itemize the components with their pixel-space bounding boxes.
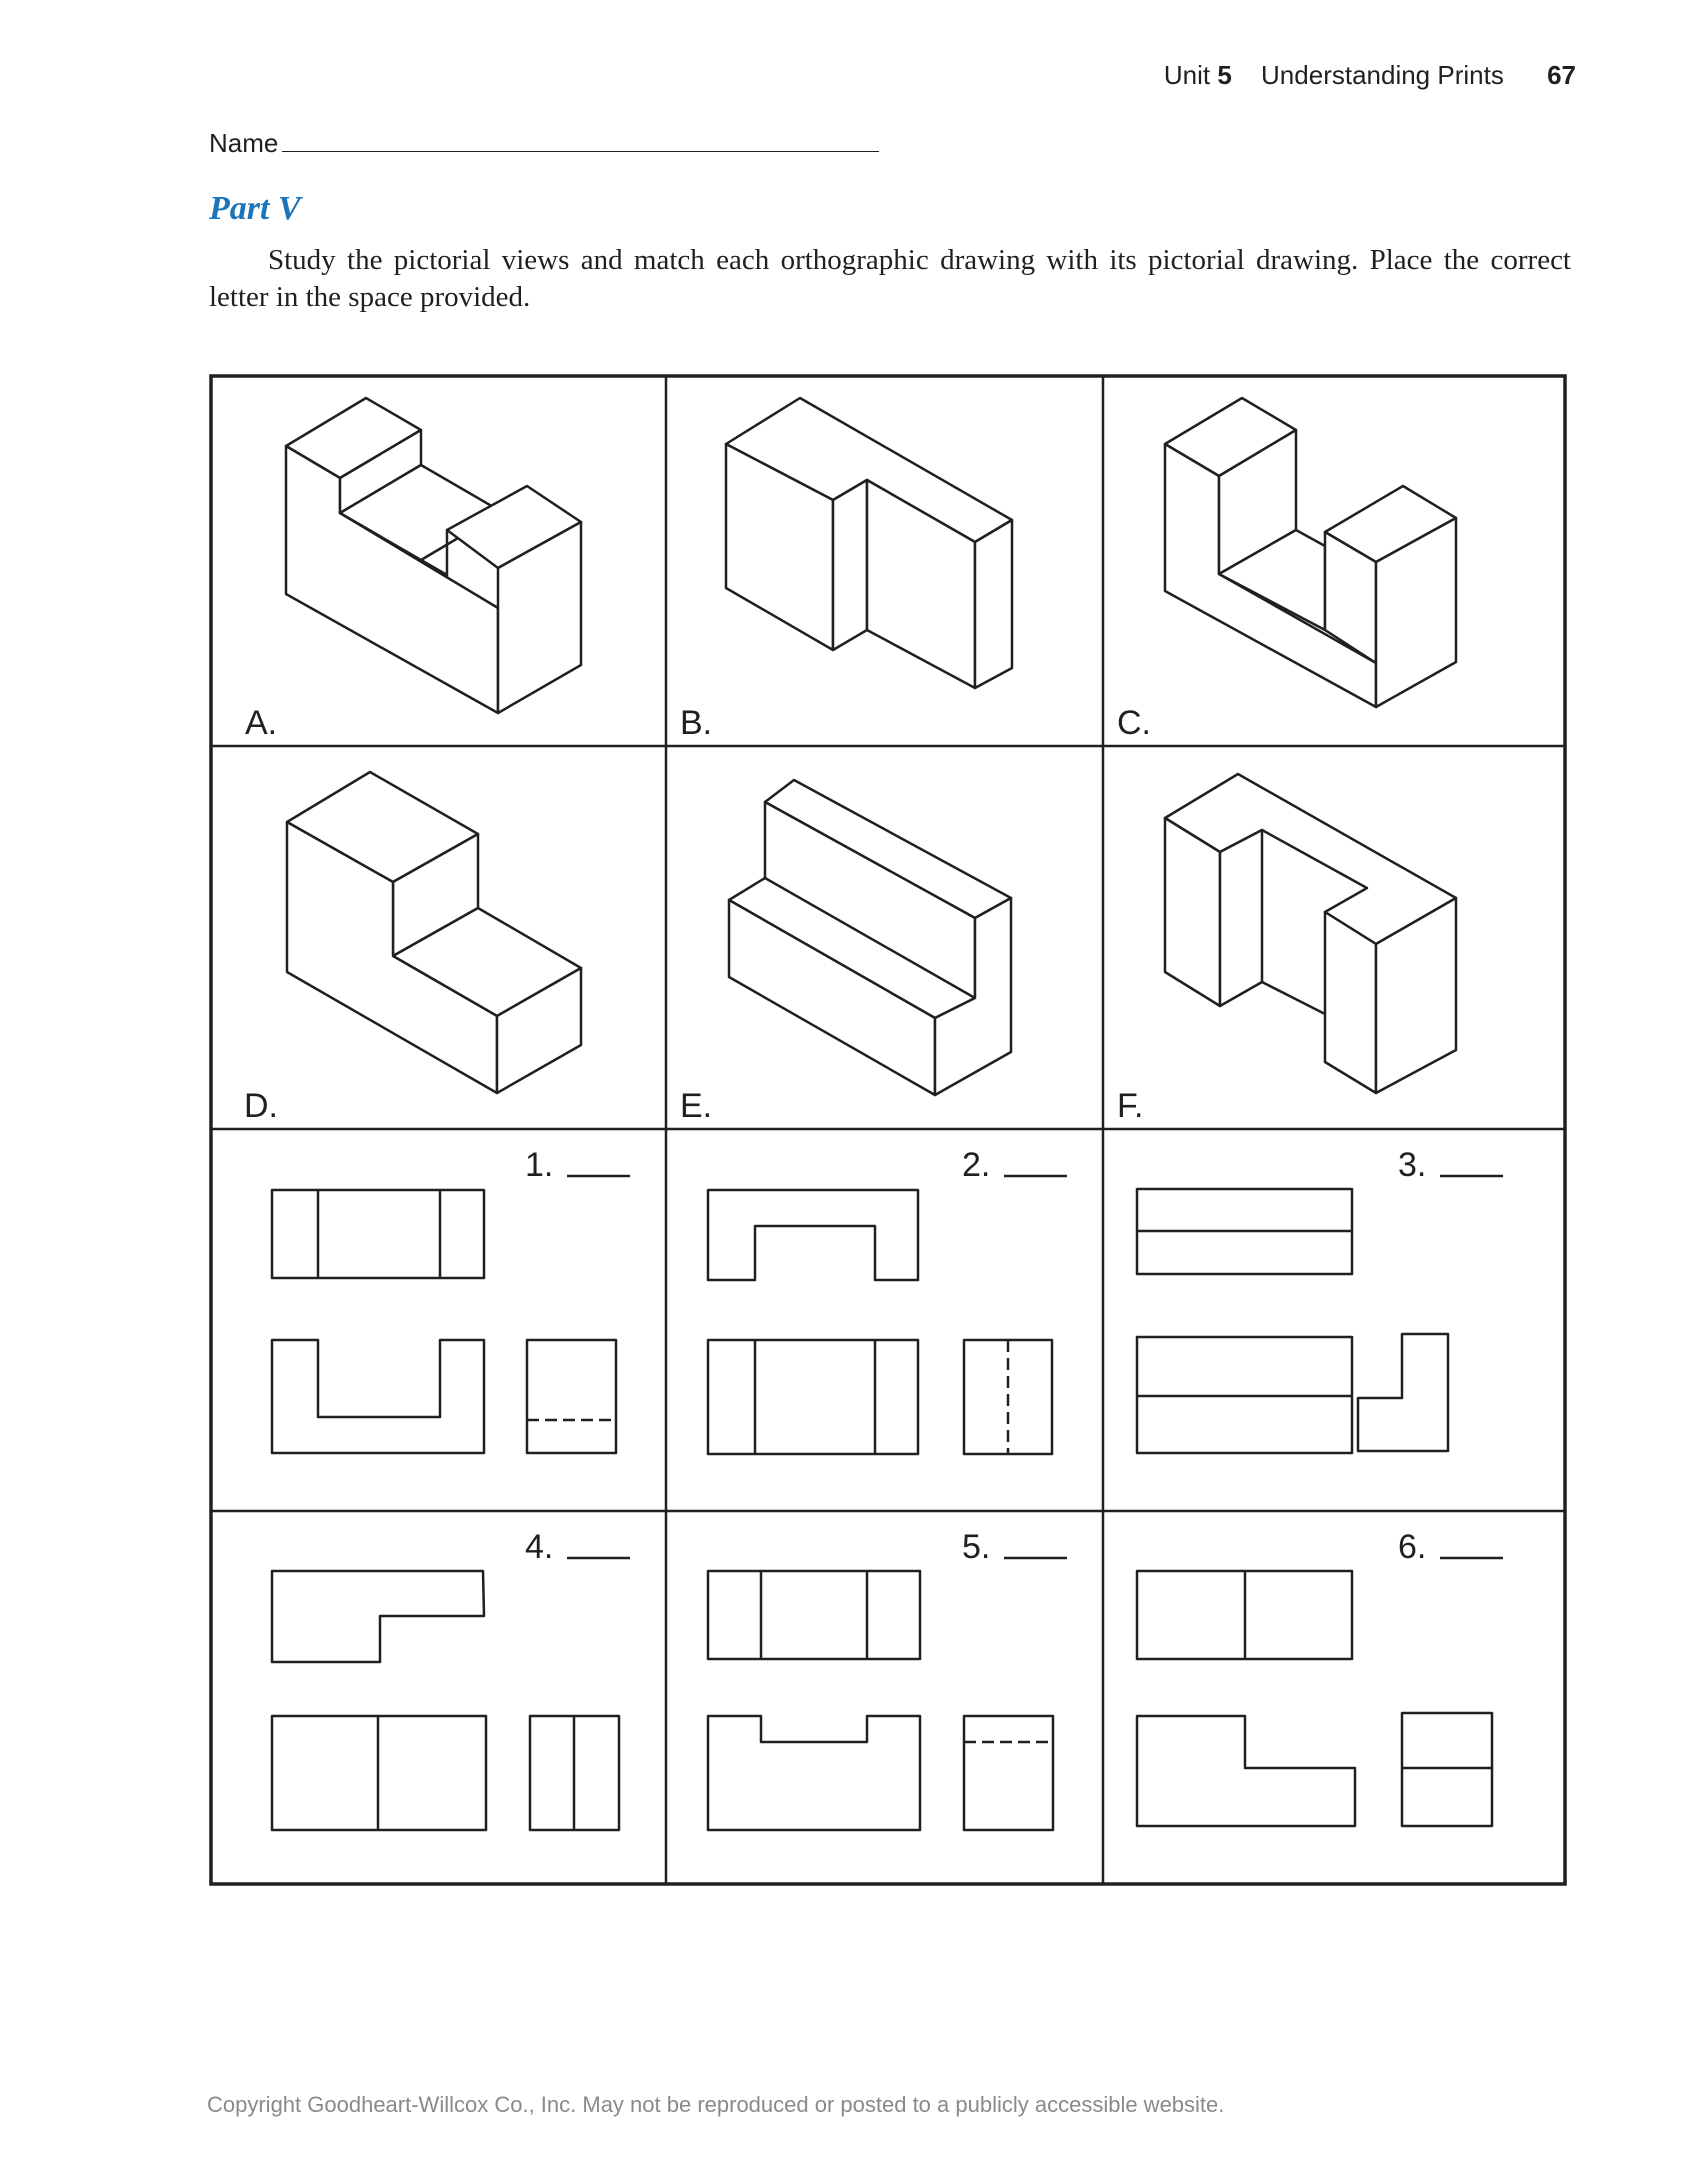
ortho-drawing-3 [1137,1146,1503,1453]
ortho-number-3: 3. [1398,1146,1427,1184]
pictorial-c [1117,398,1456,742]
page-number: 67 [1547,60,1576,90]
label-c: C. [1117,704,1151,742]
label-e: E. [680,1087,713,1125]
unit-title: Understanding Prints [1261,60,1504,90]
label-d: D. [244,1087,278,1125]
ortho-number-1: 1. [525,1146,554,1184]
copyright-footer: Copyright Goodheart-Willcox Co., Inc. May not be reproduced or posted to a publicly accessible website. [207,2092,1225,2117]
ortho-number-6: 6. [1398,1528,1427,1566]
pictorial-e [680,780,1011,1125]
pictorial-a [245,398,581,742]
part-title: Part V [209,190,301,227]
label-a: A. [245,704,278,742]
ortho-drawing-4 [272,1528,630,1830]
unit-number: 5 [1217,60,1232,90]
ortho-drawing-5 [708,1528,1067,1830]
ortho-number-5: 5. [962,1528,991,1566]
ortho-drawing-2 [708,1146,1067,1454]
label-b: B. [680,704,713,742]
name-label: Name [209,128,279,158]
ortho-number-2: 2. [962,1146,991,1184]
ortho-number-4: 4. [525,1528,554,1566]
unit-label: Unit [1163,60,1211,90]
instructions: Study the pictorial views and match each orthographic drawing with its pictorial drawing. Place the correct letter in the space provided. [209,244,1571,313]
pictorial-f [1117,774,1456,1125]
label-f: F. [1117,1087,1144,1125]
ortho-drawing-1 [272,1146,630,1453]
pictorial-d [244,772,581,1125]
ortho-drawing-6 [1137,1528,1503,1826]
pictorial-b [680,398,1012,742]
